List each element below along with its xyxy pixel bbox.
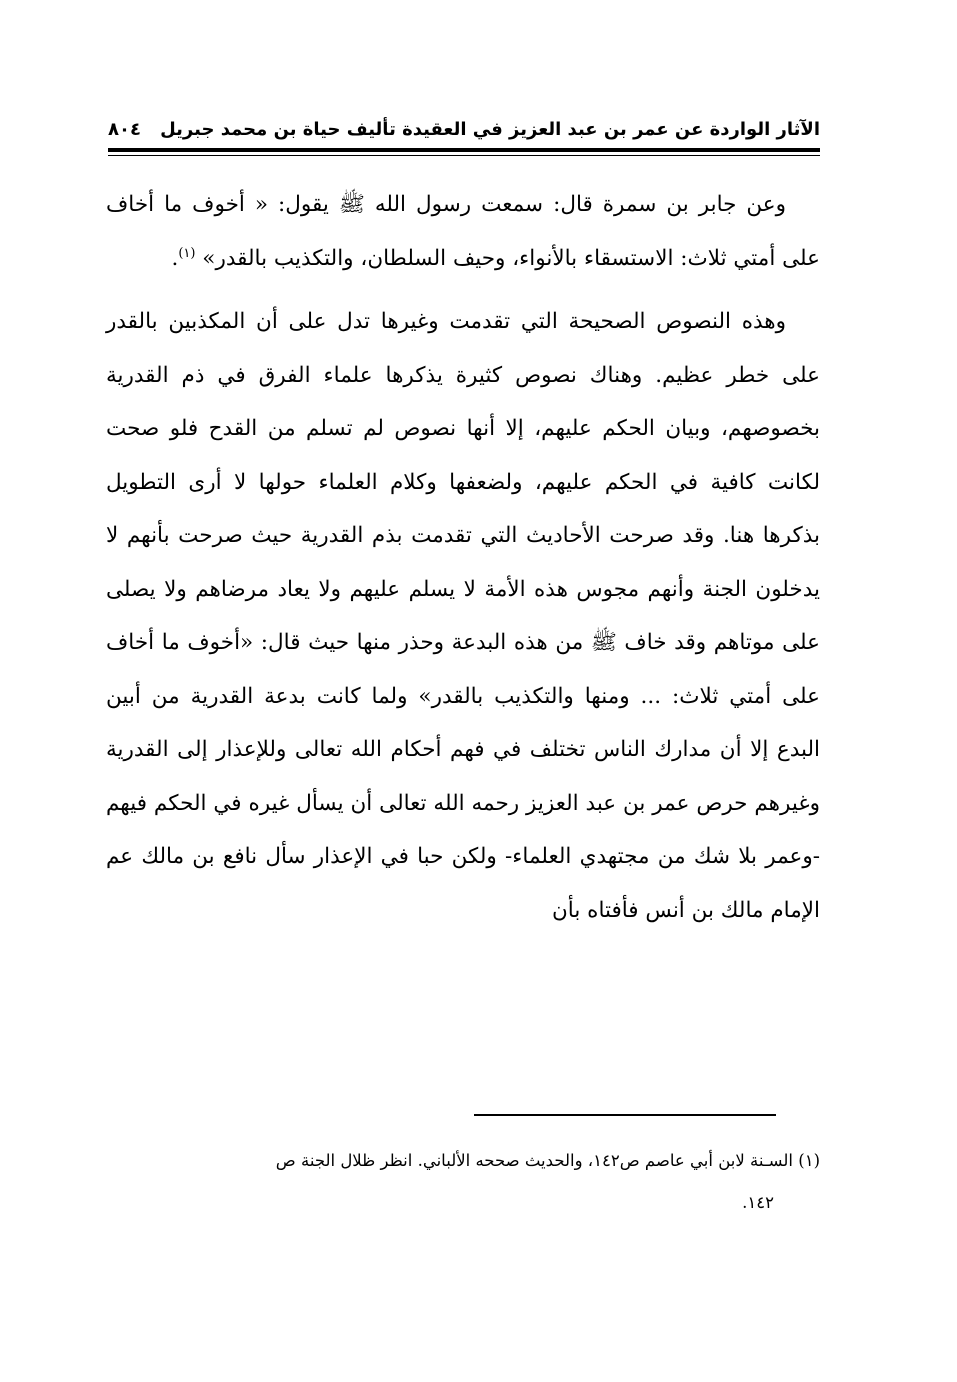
- header-rule-thick: [108, 148, 820, 152]
- footnote-1-line-2: ١٤٢.: [742, 1193, 774, 1212]
- footnote-1-line-1: (١) السـنة لابن أبي عاصم ص١٤٢، والحديث صححه الألباني. انظر ظلال الجنة ص: [275, 1151, 820, 1170]
- page-number: ٨٠٤: [108, 118, 141, 140]
- running-header: [108, 112, 820, 146]
- body-text: [106, 178, 820, 937]
- paragraph-1-end: .: [171, 245, 179, 271]
- header-title: الآثار الواردة عن عمر بن عبد العزيز في العقيدة تأليف حياة بن محمد جبريل: [160, 118, 820, 140]
- paragraph-2: وهذه النصوص الصحيحة التي تقدمت وغيرها تدل على أن المكذبين بالقدر على خطر عظيم. وهناك نصوص كثيرة يذكرها علماء الفرق في ذم القدرية بخصوصهم، وبيان الحكم عليهم، إلا أنها نصوص لم تسلم من القدح فلو صحت لكانت كافية في الحكم عليهم، ولضعفها وكلام العلماء حولها لا أرى التطويل بذكرها هنا. وقد صرحت الأحاديث التي تقدمت بذم القدرية حيث صرحت بأنهم لا يدخلون الجنة وأنهم مجوس هذه الأمة لا يسلم عليهم ولا يعاد مرضاهم ولا يصلى على موتاهم وقد خاف ﷺ من هذه البدعة وحذر منها حيث قال: «أخوف ما أخاف على أمتي ثلاث: ... ومنها والتكذيب بالقدر» ولما كانت بدعة القدرية من أبين البدع إلا أن مدارك الناس تختلف في فهم أحكام الله تعالى وللإعذار إلى القدرية وغيرهم حرص عمر بن عبد العزيز رحمه الله تعالى أن يسأل غيره في الحكم فيهم -وعمر بلا شك من مجتهدي العلماء- ولكن حبا في الإعذار سأل نافع بن مالك عم الإمام مالك بن أنس فأفتاه بأن: [106, 309, 820, 923]
- footnote-separator: [474, 1114, 776, 1116]
- footnotes: [106, 1140, 820, 1224]
- paragraph-1-text: وعن جابر بن سمرة قال: سمعت رسول الله ﷺ يقول: « أخوف ما أخاف على أمتي ثلاث: الاستسقاء بالأنواء، وحيف السلطان، والتكذيب بالقدر»: [106, 192, 820, 271]
- header-rule-thin: [108, 155, 820, 156]
- footnote-reference: (١): [178, 245, 196, 261]
- paragraph-1: [106, 178, 820, 285]
